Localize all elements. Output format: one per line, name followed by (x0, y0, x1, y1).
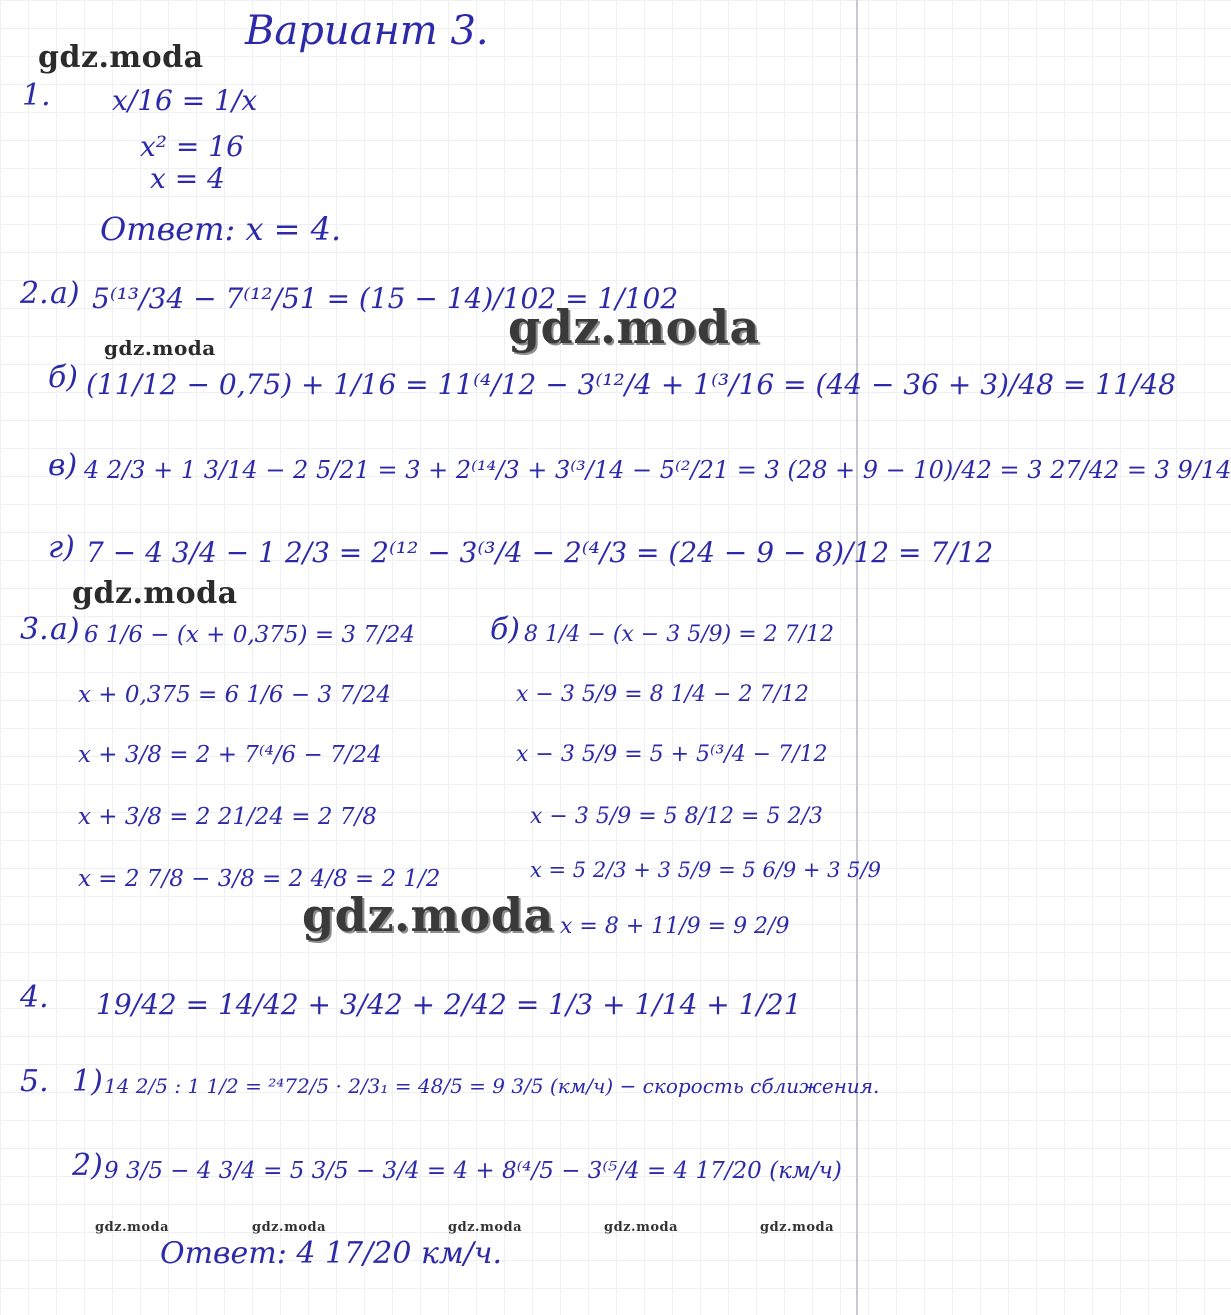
task-4-label: 4. (20, 980, 49, 1015)
task-3-label: 3. (20, 612, 49, 647)
task-2a-solution: 5⁽¹³/34 − 7⁽¹²/51 = (15 − 14)/102 = 1/102 (92, 282, 679, 315)
task-3a-line: x + 3/8 = 2 + 7⁽⁴/6 − 7/24 (78, 742, 382, 768)
watermark-footer: gdz.moda (604, 1220, 679, 1235)
task-4-solution: 19/42 = 14/42 + 3/42 + 2/42 = 1/3 + 1/14 + 1/21 (96, 988, 802, 1021)
watermark-left-2: gdz.moda (72, 576, 238, 611)
task-3a-line: x + 0,375 = 6 1/6 − 3 7/24 (78, 682, 392, 708)
task-5-step-2: 9 3/5 − 4 3/4 = 5 3/5 − 3/4 = 4 + 8⁽⁴/5 − 3⁽⁵/4 = 4 17/20 (км/ч) (104, 1158, 842, 1184)
task-3a-line: 6 1/6 − (x + 0,375) = 3 7/24 (84, 622, 415, 648)
watermark-top: gdz.moda (38, 40, 204, 75)
task-5-step-1-label: 1) (72, 1064, 103, 1099)
task-2g-solution: 7 − 4 3/4 − 1 2/3 = 2⁽¹² − 3⁽³/4 − 2⁽⁴/3 = (24 − 9 − 8)/12 = 7/12 (86, 536, 994, 569)
task-5-answer: Ответ: 4 17/20 км/ч. (160, 1236, 503, 1271)
page-title: Вариант 3. (245, 8, 489, 54)
task-3b-line: x − 3 5/9 = 8 1/4 − 2 7/12 (516, 682, 809, 707)
task-3b-line: x = 8 + 11/9 = 9 2/9 (560, 914, 790, 939)
watermark-footer: gdz.moda (448, 1220, 523, 1235)
task-1-equation-2: x² = 16 (140, 130, 244, 163)
task-2v-solution: 4 2/3 + 1 3/14 − 2 5/21 = 3 + 2⁽¹⁴/3 + 3⁽³/14 − 5⁽²/21 = 3 (28 + 9 − 10)/42 = 3 27/42 = 3 9/14 (84, 456, 1231, 484)
task-2g-label: г) (48, 530, 75, 565)
watermark-left-1: gdz.moda (104, 336, 216, 360)
task-2-label: 2. (20, 276, 49, 311)
watermark-middle: gdz.moda (302, 888, 554, 942)
task-3b-line: x − 3 5/9 = 5 + 5⁽³/4 − 7/12 (516, 742, 828, 767)
task-1-answer: Ответ: x = 4. (100, 210, 342, 248)
task-5-label: 5. (20, 1064, 49, 1099)
task-5-step-2-label: 2) (72, 1148, 103, 1183)
task-3b-line: x = 5 2/3 + 3 5/9 = 5 6/9 + 3 5/9 (530, 858, 881, 882)
task-1-equation-1: x/16 = 1/x (112, 84, 258, 117)
task-2b-solution: (11/12 − 0,75) + 1/16 = 11⁽⁴/12 − 3⁽¹²/4 + 1⁽³/16 = (44 − 36 + 3)/48 = 11/48 (86, 368, 1176, 401)
task-3b-label: б) (490, 612, 521, 647)
task-3b-line: x − 3 5/9 = 5 8/12 = 5 2/3 (530, 804, 823, 829)
task-3a-line: x = 2 7/8 − 3/8 = 2 4/8 = 2 1/2 (78, 866, 441, 892)
task-3a-line: x + 3/8 = 2 21/24 = 2 7/8 (78, 804, 377, 830)
watermark-footer: gdz.moda (95, 1220, 170, 1235)
page-margin-line (856, 0, 858, 1315)
task-2b-label: б) (48, 360, 79, 395)
task-1-label: 1. (22, 78, 51, 113)
task-3b-line: 8 1/4 − (x − 3 5/9) = 2 7/12 (524, 622, 835, 647)
task-3a-label: а) (50, 612, 80, 647)
task-2a-label: а) (50, 276, 80, 311)
watermark-footer: gdz.moda (252, 1220, 327, 1235)
watermark-footer: gdz.moda (760, 1220, 835, 1235)
task-1-equation-3: x = 4 (150, 162, 225, 195)
task-2v-label: в) (48, 448, 78, 483)
watermark-center: gdz.moda (508, 300, 760, 354)
task-5-step-1: 14 2/5 : 1 1/2 = ²⁴72/5 · 2/3₁ = 48/5 = 9 3/5 (км/ч) − скорость сближения. (104, 1074, 880, 1098)
